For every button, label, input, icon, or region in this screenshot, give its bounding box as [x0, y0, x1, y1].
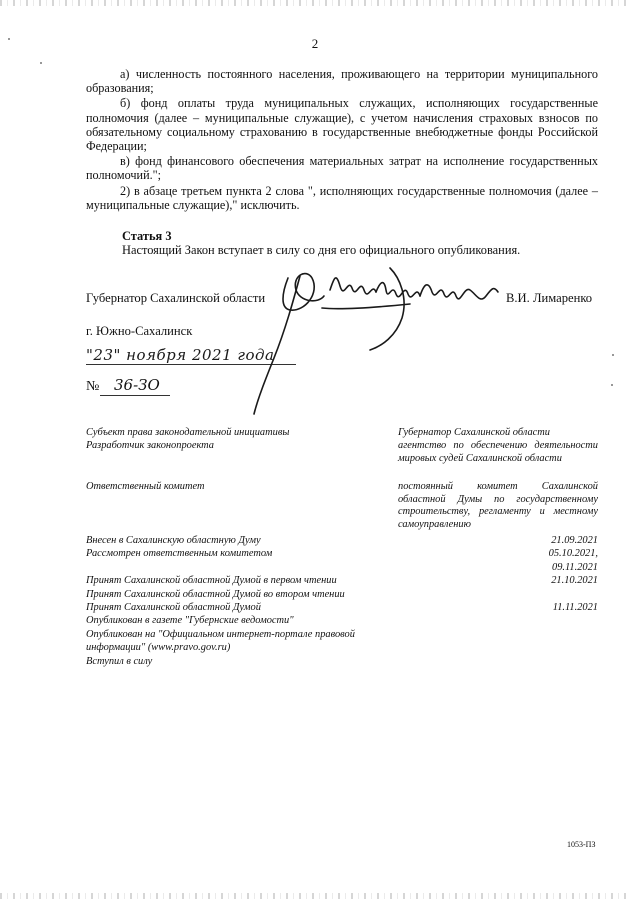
amendment-text [86, 67, 598, 212]
committee-label: Ответственный комитет [86, 481, 205, 492]
scan-top-edge [0, 0, 630, 6]
number-label: № [86, 379, 100, 394]
first-reading-label: Принят Сахалинской областной Думой в первом чтении [86, 575, 337, 586]
initiative-label: Субъект права законодательной инициативы [86, 427, 290, 438]
governor-signature [250, 238, 510, 418]
published-portal-label-2: информации" (www.pravo.gov.ru) [86, 642, 231, 653]
article-title: Статья 3 [122, 229, 172, 243]
handwritten-date: "23" ноября 2021 года [86, 346, 275, 364]
committee-value: постоянный комитет Сахалинской областной Думы по государственному строительству, регламенту и местному самоуправлению [398, 481, 598, 530]
scan-speck [612, 354, 614, 356]
submitted-value: 21.09.2021 [551, 535, 598, 546]
reviewed-value-1: 05.10.2021, [548, 548, 598, 559]
developer-value: агентство по обеспечению деятельности мировых судей Сахалинской области [398, 440, 598, 464]
adopted-value: 11.11.2021 [552, 602, 598, 613]
reviewed-value-2: 09.11.2021 [552, 562, 598, 573]
item-v: в) фонд финансового обеспечения материальных затрат на исполнение государственных полномочий."; [86, 154, 598, 183]
reviewed-label: Рассмотрен ответственным комитетом [86, 548, 273, 559]
governor-name: В.И. Лимаренко [506, 291, 593, 305]
item-a: а) численность постоянного населения, проживающего на территории муниципального образования; [86, 67, 598, 96]
adopted-label: Принят Сахалинской областной Думой [86, 602, 261, 613]
city: г. Южно-Сахалинск [86, 324, 193, 338]
article-text: Настоящий Закон вступает в силу со дня его официального опубликования. [122, 243, 521, 257]
developer-label: Разработчик законопроекта [86, 440, 214, 451]
handwritten-number: 36-ЗО [114, 376, 160, 394]
item-b: б) фонд оплаты труда муниципальных служащих, исполняющих государственные полномочия (далее – муниципальные служащие), с учетом начисления страховых взносов по обязательному социальному страхованию в государственные внебюджетные фонды Российской Федерации; [86, 96, 598, 154]
scan-speck [40, 62, 42, 64]
in-force-label: Вступил в силу [86, 656, 153, 667]
scan-bottom-edge [0, 893, 630, 899]
page-number: 2 [311, 36, 319, 51]
scan-speck [611, 384, 613, 386]
document-code: 1053-ПЗ [567, 840, 596, 849]
number-underline [100, 395, 170, 396]
published-newspaper-label: Опубликован в газете "Губернские ведомости" [86, 615, 294, 626]
second-reading-label: Принят Сахалинской областной Думой во втором чтении [86, 589, 345, 600]
published-portal-label-1: Опубликован на "Официальном интернет-портале правовой [86, 629, 355, 640]
initiative-value: Губернатор Сахалинской области [398, 427, 550, 438]
submitted-label: Внесен в Сахалинскую областную Думу [86, 535, 261, 546]
item-2: 2) в абзаце третьем пункта 2 слова ", исполняющих государственные полномочия (далее – муниципальные служащие)," исключить. [86, 183, 598, 212]
first-reading-value: 21.10.2021 [551, 575, 598, 586]
governor-title: Губернатор Сахалинской области [86, 291, 266, 305]
